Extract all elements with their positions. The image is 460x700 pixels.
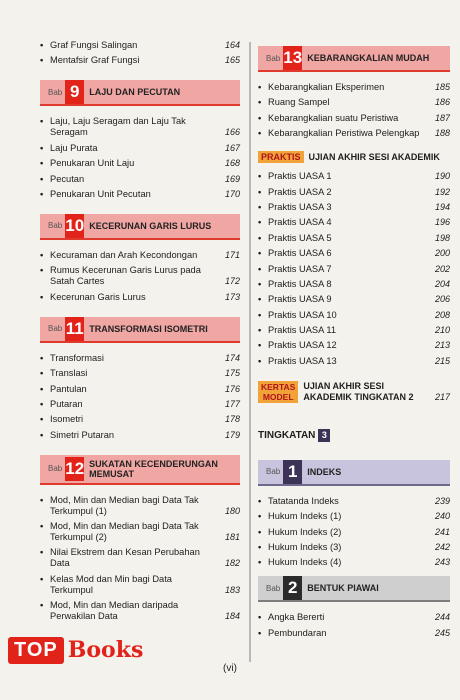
entry-title: Praktis UASA 3 [268,201,332,212]
entry-title: Pembundaran [268,627,327,638]
entry-page: 180 [224,505,240,516]
entry-page: 165 [224,55,240,66]
chapter-12-list [40,495,240,623]
kertas-title: UJIAN AKHIR SESI AKADEMIK TINGKATAN 2 [303,380,414,402]
list-item [40,414,240,425]
entry-page: 190 [434,171,450,182]
bullet: • [40,414,44,425]
list-item [258,325,450,336]
entry-page: 217 [434,391,450,402]
list-item [40,600,240,622]
entry-page: 167 [224,142,240,153]
entry-page: 194 [434,201,450,212]
intro-list [40,40,240,66]
list-item [258,294,450,305]
entry-page: 175 [224,368,240,379]
entry-page: 182 [224,558,240,569]
bullet: • [258,325,262,336]
bullet: • [258,82,262,92]
entry-title: Nilai Ekstrem dan Kesan Perubahan Data [50,547,200,569]
bab-word: Bab [48,87,63,97]
bullet: • [258,355,262,366]
bullet: • [258,495,262,506]
entry-page: 208 [434,309,450,320]
list-item [258,97,450,108]
chapter-title: SUKATAN KECENDERUNGAN MEMUSAT [89,458,218,479]
chapter-11-list [40,353,240,441]
entry-page: 172 [224,276,240,287]
list-item [40,265,240,287]
bullet: • [258,201,262,212]
entry-title: Isometri [50,414,84,425]
chapter-number: 11 [65,317,84,341]
entry-title: Laju Purata [50,142,98,153]
list-item [40,353,240,364]
left-column [40,40,240,627]
entry-title: Kebarangkalian Eksperimen [268,82,385,92]
chapter-number: 1 [283,460,302,484]
bullet: • [40,173,44,184]
entry-page: 241 [434,526,450,537]
praktis-list [258,171,450,367]
entry-page: 178 [224,414,240,425]
kertas-model-badge [258,381,298,403]
entry-page: 166 [224,127,240,138]
chapter-header-2 [258,576,450,602]
bullet: • [258,248,262,259]
entry-title: Ruang Sampel [268,97,330,108]
entry-page: 174 [224,352,240,363]
entry-title: Penukaran Unit Pecutan [50,188,151,199]
badge-line-1: KERTAS [261,381,296,392]
chapter-header-11 [40,317,240,343]
entry-page: 186 [434,97,450,108]
tingkatan-header [258,429,450,442]
entry-title: Praktis UASA 2 [268,186,332,197]
list-item [258,113,450,124]
list-item [258,128,450,139]
entry-page: 183 [224,584,240,595]
chapter-number: 13 [283,46,302,70]
entry-page: 188 [434,128,450,139]
chapter-9-list [40,116,240,200]
list-item [40,547,240,569]
bullet: • [40,291,44,302]
entry-page: 215 [434,355,450,366]
bullet: • [258,340,262,351]
entry-title: Praktis UASA 10 [268,309,337,320]
entry-page: 164 [224,40,240,50]
entry-page: 168 [224,158,240,169]
entry-title: Hukum Indeks (1) [268,511,342,522]
entry-title: Mentafsir Graf Fungsi [50,55,140,66]
entry-title: Praktis UASA 4 [268,217,332,228]
entry-title: Kelas Mod dan Min bagi Data Terkumpul [50,573,172,595]
list-item [40,174,240,185]
chapter-header-1 [258,460,450,486]
chapter-header-10 [40,214,240,240]
entry-title: Angka Bererti [268,612,325,623]
entry-title: Praktis UASA 9 [268,294,332,305]
list-item [258,496,450,507]
bullet: • [40,265,44,276]
chapter-header-13 [258,46,450,72]
right-column [258,40,450,643]
list-item [40,399,240,410]
bullet: • [258,627,262,638]
bullet: • [258,542,262,553]
chapter-title: TRANSFORMASI ISOMETRI [89,323,208,334]
bullet: • [40,573,44,584]
list-item [258,248,450,259]
entry-title: Kebarangkalian Peristiwa Pelengkap [268,128,420,139]
entry-page: 192 [434,186,450,197]
entry-page: 176 [224,383,240,394]
list-item [40,189,240,200]
bullet: • [40,383,44,394]
entry-title: Praktis UASA 6 [268,248,332,259]
entry-title: Praktis UASA 13 [268,355,337,366]
entry-page: 206 [434,294,450,305]
entry-title: Mod, Min dan Median bagi Data Tak Terkumpul (2) [50,521,199,543]
chapter-number: 10 [65,214,84,238]
chapter-header-9 [40,80,240,106]
bullet: • [40,158,44,169]
entry-title: Hukum Indeks (2) [268,526,342,537]
chapter-2-list [258,612,450,638]
bullet: • [258,112,262,123]
chapter-title: KEBARANGKALIAN MUDAH [307,53,430,63]
entry-page: 200 [434,248,450,259]
list-item [258,264,450,275]
list-item [258,279,450,290]
bullet: • [40,40,44,50]
entry-page: 169 [224,173,240,184]
list-item [40,384,240,395]
list-item [40,495,240,517]
list-item [258,202,450,213]
kertas-model-entry [258,381,450,403]
entry-page: 202 [434,263,450,274]
entry-title: Laju, Laju Seragam dan Laju Tak Seragam [50,116,186,138]
entry-title: Praktis UASA 7 [268,263,332,274]
bullet: • [40,116,44,127]
entry-title: Pantulan [50,383,87,394]
list-item [258,171,450,182]
bullet: • [40,142,44,153]
entry-page: 177 [224,398,240,409]
logo-books-text: Books [67,637,144,663]
chapter-10-list [40,250,240,303]
bullet: • [40,352,44,363]
bullet: • [258,128,262,139]
bullet: • [258,309,262,320]
bab-word: Bab [48,324,63,334]
praktis-title: UJIAN AKHIR SESI AKADEMIK [308,152,440,163]
list-item [40,158,240,169]
entry-title: Putaran [50,398,83,409]
entry-page: 239 [434,495,450,506]
bullet: • [258,612,262,623]
praktis-header [258,151,450,163]
list-item [40,40,240,51]
list-item [258,527,450,538]
bullet: • [258,511,262,522]
list-item [258,628,450,639]
entry-page: 245 [434,627,450,638]
column-divider [249,42,251,662]
chapter-number: 12 [65,457,84,481]
list-item [40,143,240,154]
bullet: • [258,217,262,228]
entry-page: 184 [224,611,240,622]
entry-title: Praktis UASA 1 [268,171,332,182]
entry-title: Mod, Min dan Median daripada Perwakilan Data [50,600,179,622]
bullet: • [258,557,262,568]
bullet: • [40,398,44,409]
entry-title: Kecuraman dan Arah Kecondongan [50,249,198,260]
chapter-number: 2 [283,576,302,600]
entry-title: Kebarangkalian suatu Peristiwa [268,112,399,123]
entry-page: 171 [224,249,240,260]
entry-title: Praktis UASA 8 [268,278,332,289]
bab-word: Bab [48,464,63,474]
bullet: • [258,97,262,108]
list-item [40,116,240,138]
entry-title: Rumus Kecerunan Garis Lurus pada Satah Cartes [50,265,201,287]
entry-page: 240 [434,511,450,522]
bullet: • [40,547,44,558]
entry-title: Transformasi [50,352,104,363]
entry-title: Penukaran Unit Laju [50,158,135,169]
entry-page: 196 [434,217,450,228]
bullet: • [40,429,44,440]
list-item [258,612,450,623]
entry-page: 170 [224,188,240,199]
bab-word: Bab [266,583,281,593]
entry-title: Praktis UASA 12 [268,340,337,351]
list-item [40,430,240,441]
bab-word: Bab [266,467,281,477]
entry-page: 244 [434,612,450,623]
list-item [40,250,240,261]
entry-page: 213 [434,340,450,351]
entry-title: Mod, Min dan Median bagi Data Tak Terkumpul (1) [50,494,199,516]
list-item [258,557,450,568]
logo-top-text: TOP [8,637,64,664]
bullet: • [258,186,262,197]
list-item [40,574,240,596]
chapter-1-list [258,496,450,569]
entry-title: Tatatanda Indeks [268,495,339,506]
entry-page: 210 [434,325,450,336]
list-item [40,521,240,543]
list-item [258,356,450,367]
tingkatan-number: 3 [318,429,330,442]
bullet: • [40,494,44,505]
bullet: • [258,263,262,274]
bullet: • [40,55,44,66]
bab-word: Bab [266,53,281,63]
chapter-13-list [258,82,450,139]
list-item [258,340,450,351]
list-item [258,217,450,228]
list-item [258,542,450,553]
list-item [40,292,240,303]
chapter-title: BENTUK PIAWAI [307,583,379,594]
bullet: • [258,278,262,289]
badge-line-2: MODEL [262,391,294,402]
list-item [258,187,450,198]
entry-title: Hukum Indeks (4) [268,557,342,568]
entry-page: 242 [434,542,450,553]
entry-page: 181 [224,532,240,543]
list-item [40,55,240,66]
entry-page: 198 [434,232,450,243]
bullet: • [258,232,262,243]
bullet: • [40,188,44,199]
bullet: • [40,249,44,260]
chapter-title: KECERUNAN GARIS LURUS [89,220,212,231]
chapter-title: INDEKS [307,466,342,477]
entry-page: 185 [434,82,450,92]
entry-page: 179 [224,429,240,440]
bab-word: Bab [48,221,63,231]
entry-title: Pecutan [50,173,85,184]
chapter-number: 9 [65,80,84,104]
entry-title: Kecerunan Garis Lurus [50,291,146,302]
bullet: • [40,368,44,379]
list-item [40,368,240,379]
entry-page: 204 [434,278,450,289]
bullet: • [40,521,44,532]
list-item [258,310,450,321]
chapter-title: LAJU DAN PECUTAN [89,87,181,98]
bullet: • [258,294,262,305]
entry-title: Simetri Putaran [50,429,115,440]
bullet: • [258,526,262,537]
list-item [258,233,450,244]
praktis-badge: PRAKTIS [258,151,304,163]
entry-title: Graf Fungsi Salingan [50,40,138,50]
chapter-header-12 [40,455,240,485]
entry-page: 243 [434,557,450,568]
entry-title: Praktis UASA 11 [268,325,337,336]
bullet: • [258,171,262,182]
entry-title: Translasi [50,368,88,379]
page-number: (vi) [223,663,237,674]
tingkatan-label: TINGKATAN [258,429,316,441]
entry-page: 187 [434,112,450,123]
entry-title: Praktis UASA 5 [268,232,332,243]
entry-page: 173 [224,291,240,302]
list-item [258,82,450,93]
list-item [258,511,450,522]
entry-title: Hukum Indeks (3) [268,542,342,553]
bullet: • [40,600,44,611]
